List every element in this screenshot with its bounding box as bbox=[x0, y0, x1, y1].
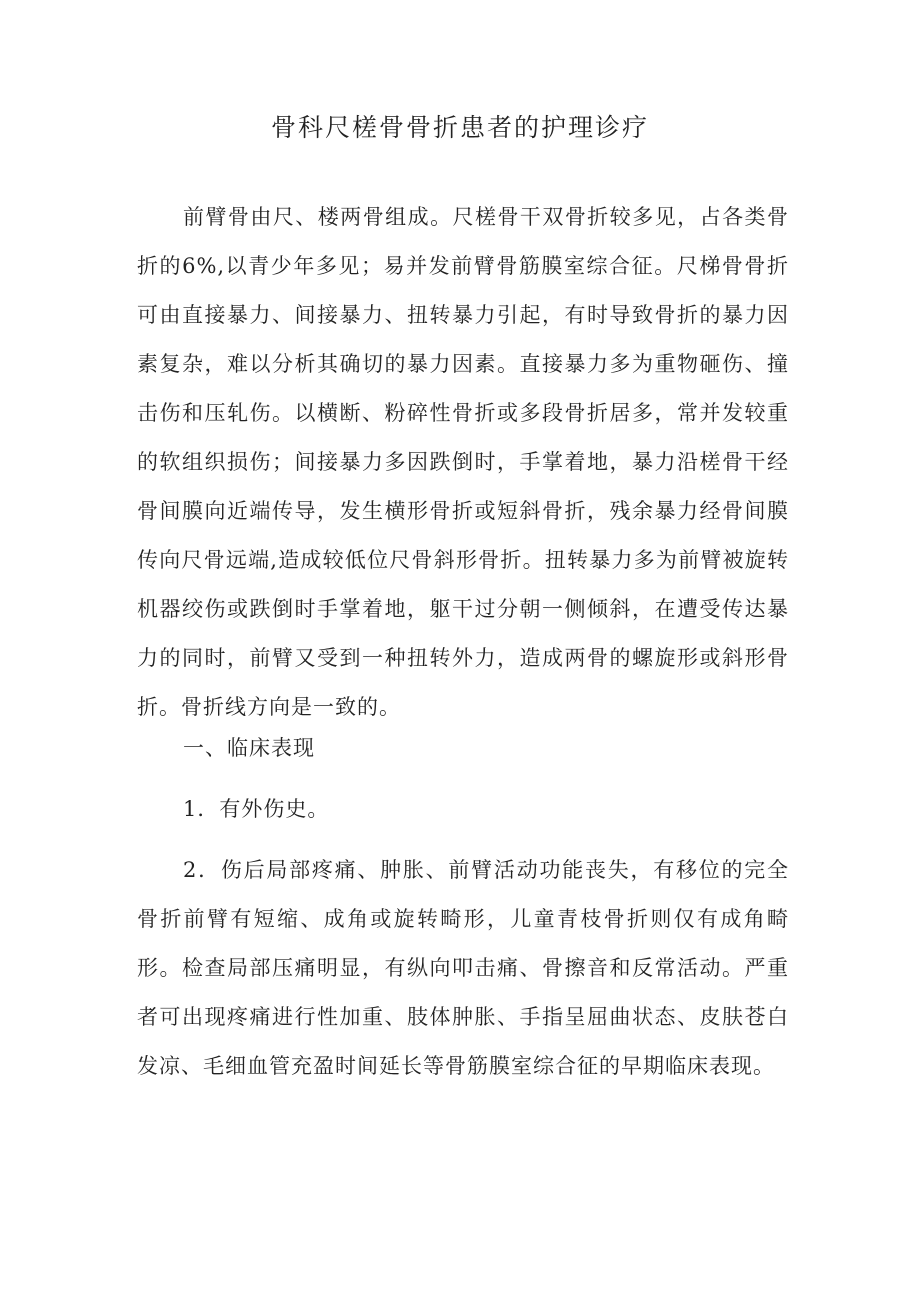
intro-paragraph: 前臂骨由尺、楼两骨组成。尺槎骨干双骨折较多见，占各类骨折的6%,以青少年多见；易并发前臂骨筋膜室综合征。尺梯骨骨折可由直接暴力、间接暴力、扭转暴力引起，有时导致骨折的暴力因素复杂，难以分析其确切的暴力因素。直接暴力多为重物砸伤、撞击伤和压轧伤。以横断、粉碎性骨折或多段骨折居多，常并发较重的软组织损伤；间接暴力多因跌倒时，手掌着地，暴力沿槎骨干经骨间膜向近端传导，发生横形骨折或短斜骨折，残余暴力经骨间膜传向尺骨远端,造成较低位尺骨斜形骨折。扭转暴力多为前臂被旋转机器绞伤或跌倒时手掌着地，躯干过分朝一侧倾斜，在遭受传达暴力的同时，前臂又受到一种扭转外力，造成两骨的螺旋形或斜形骨折。骨折线方向是一致的。 bbox=[137, 205, 789, 719]
list-item: 2．伤后局部疼痛、肿胀、前臂活动功能丧失，有移位的完全骨折前臂有短缩、成角或旋转畸形，儿童青枝骨折则仅有成角畸形。检查局部压痛明显，有纵向叩击痛、骨擦音和反常活动。严重者可出现疼痛进行性加重、肢体肿胀、手指呈屈曲状态、皮肤苍白发凉、毛细血管充盈时间延长等骨筋膜室综合征的早期临床表现。 bbox=[137, 858, 789, 1078]
document-title: 骨科尺槎骨骨折患者的护理诊疗 bbox=[270, 113, 649, 142]
section-heading: 一、临床表现 bbox=[183, 736, 315, 760]
list-item: 1．有外伤史。 bbox=[183, 797, 330, 821]
